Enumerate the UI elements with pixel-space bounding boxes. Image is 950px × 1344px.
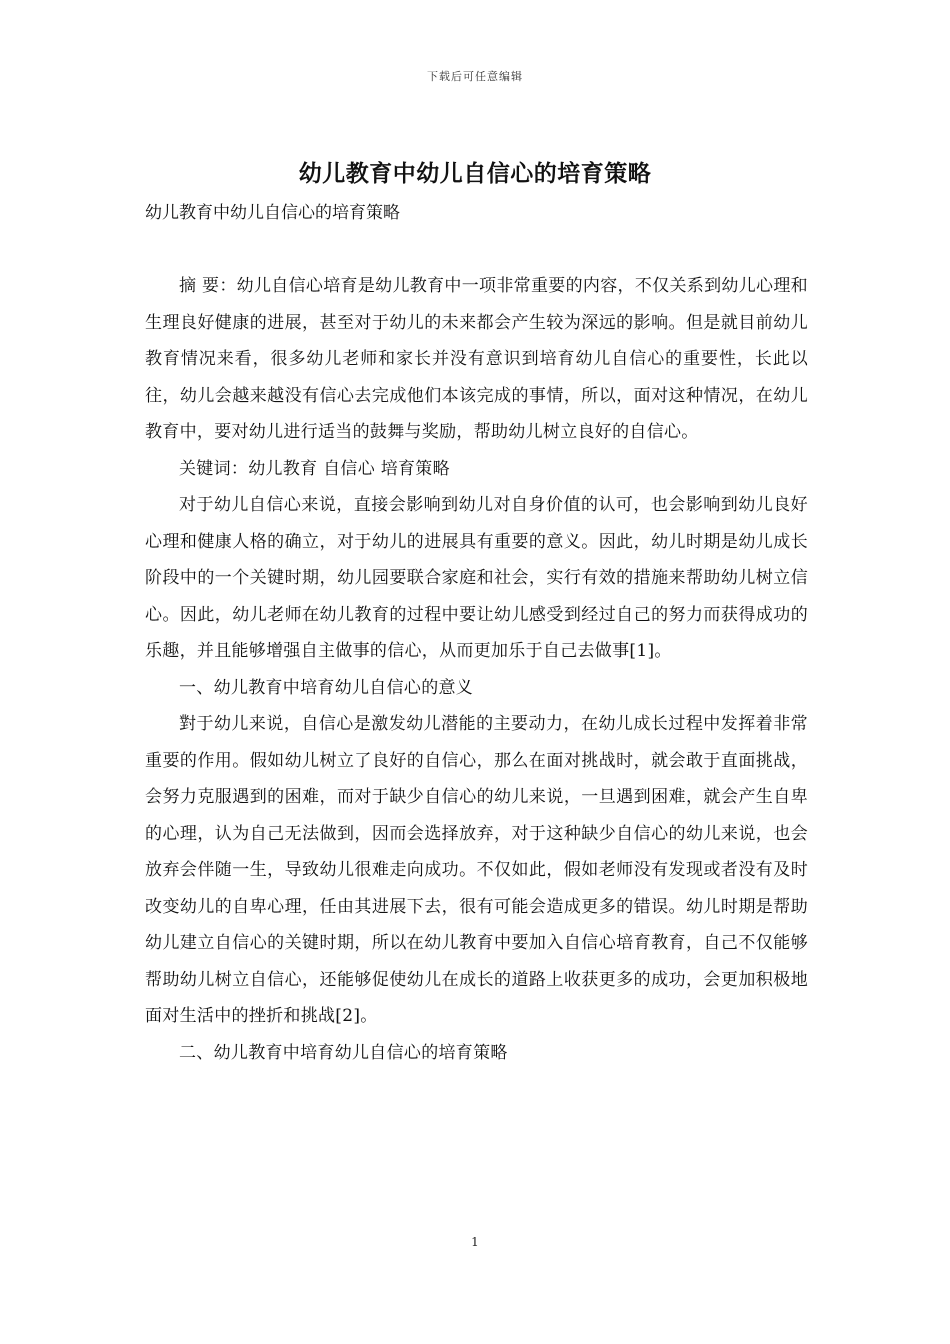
- abstract-paragraph: 摘 要：幼儿自信心培育是幼儿教育中一项非常重要的内容，不仅关系到幼儿心理和生理良好健康的进展，甚至对于幼儿的未来都会产生较为深远的影响。但是就目前幼儿教育情况来看，很多幼儿老师和家长并没有意识到培育幼儿自信心的重要性，长此以往，幼儿会越来越没有信心去完成他们本该完成的事情，所以，面对这种情况，在幼儿教育中，要对幼儿进行适当的鼓舞与奖励，帮助幼儿树立良好的自信心。: [145, 276, 808, 442]
- page-header-note: 下载后可任意编辑: [427, 70, 523, 83]
- intro-paragraph: 对于幼儿自信心来说，直接会影响到幼儿对自身价值的认可，也会影响到幼儿良好心理和健康人格的确立，对于幼儿的进展具有重要的意义。因此，幼儿时期是幼儿成长阶段中的一个关键时期，幼儿园要联合家庭和社会，实行有效的措施来帮助幼儿树立信心。因此，幼儿老师在幼儿教育的过程中要让幼儿感受到经过自己的努力而获得成功的乐趣，并且能够增强自主做事的信心，从而更加乐于自己去做事[1]。: [145, 495, 808, 661]
- document-title: 幼儿教育中幼儿自信心的培育策略: [298, 160, 652, 187]
- page-number: 1: [471, 1235, 479, 1249]
- document-subtitle: 幼儿教育中幼儿自信心的培育策略: [145, 203, 400, 223]
- section-heading-2: 二、幼儿教育中培育幼儿自信心的培育策略: [179, 1042, 508, 1063]
- keywords-paragraph: 关键词：幼儿教育 自信心 培育策略: [179, 458, 450, 479]
- section-heading-1: 一、幼儿教育中培育幼儿自信心的意义: [179, 677, 474, 698]
- section-1-paragraph: 對于幼儿来说，自信心是激发幼儿潜能的主要动力，在幼儿成长过程中发挥着非常重要的作用。假如幼儿树立了良好的自信心，那么在面对挑战时，就会敢于直面挑战，会努力克服遇到的困难，而对于缺少自信心的幼儿来说，一旦遇到困难，就会产生自卑的心理，认为自己无法做到，因而会选择放弃，对于这种缺少自信心的幼儿来说，也会放弃会伴随一生，导致幼儿很难走向成功。不仅如此，假如老师没有发现或者没有及时改变幼儿的自卑心理，任由其进展下去，很有可能会造成更多的错误。幼儿时期是帮助幼儿建立自信心的关键时期，所以在幼儿教育中要加入自信心培育教育，自己不仅能够帮助幼儿树立自信心，还能够促使幼儿在成长的道路上收获更多的成功，会更加积极地面对生活中的挫折和挑战[2]。: [145, 714, 808, 1026]
- document-body: [145, 198, 808, 1071]
